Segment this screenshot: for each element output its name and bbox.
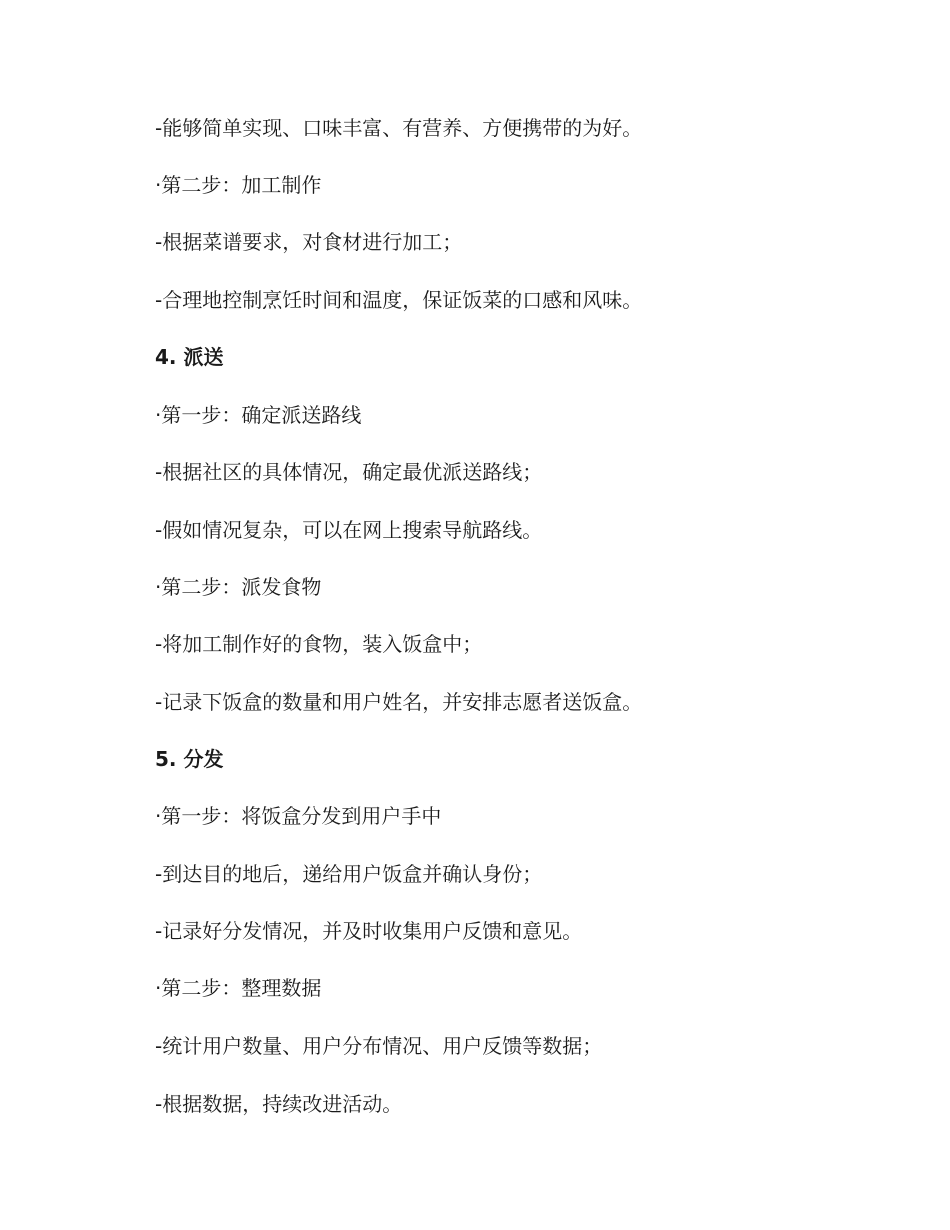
dash-item: -统计用户数量、用户分布情况、用户反馈等数据； <box>155 1034 603 1058</box>
dash-item: -将加工制作好的食物，装入饭盒中； <box>155 632 483 656</box>
dash-item: -根据数据，持续改进活动。 <box>155 1092 403 1116</box>
dash-item: -能够简单实现、口味丰富、有营养、方便携带的为好。 <box>155 116 643 140</box>
dash-item: -假如情况复杂，可以在网上搜索导航路线。 <box>155 518 543 542</box>
bullet-step: ·第一步：将饭盒分发到用户手中 <box>155 804 442 828</box>
section-heading: 5. 分发 <box>155 747 224 771</box>
bullet-step: ·第二步：整理数据 <box>155 976 322 1000</box>
dash-item: -根据菜谱要求，对食材进行加工； <box>155 230 463 254</box>
dash-item: -记录下饭盒的数量和用户姓名，并安排志愿者送饭盒。 <box>155 690 643 714</box>
dash-item: -根据社区的具体情况，确定最优派送路线； <box>155 460 543 484</box>
bullet-step: ·第一步：确定派送路线 <box>155 403 362 427</box>
dash-item: -合理地控制烹饪时间和温度，保证饭菜的口感和风味。 <box>155 288 643 312</box>
bullet-step: ·第二步：派发食物 <box>155 575 322 599</box>
bullet-step: ·第二步：加工制作 <box>155 173 322 197</box>
dash-item: -记录好分发情况，并及时收集用户反馈和意见。 <box>155 919 583 943</box>
dash-item: -到达目的地后，递给用户饭盒并确认身份； <box>155 862 543 886</box>
section-heading: 4. 派送 <box>155 345 224 369</box>
